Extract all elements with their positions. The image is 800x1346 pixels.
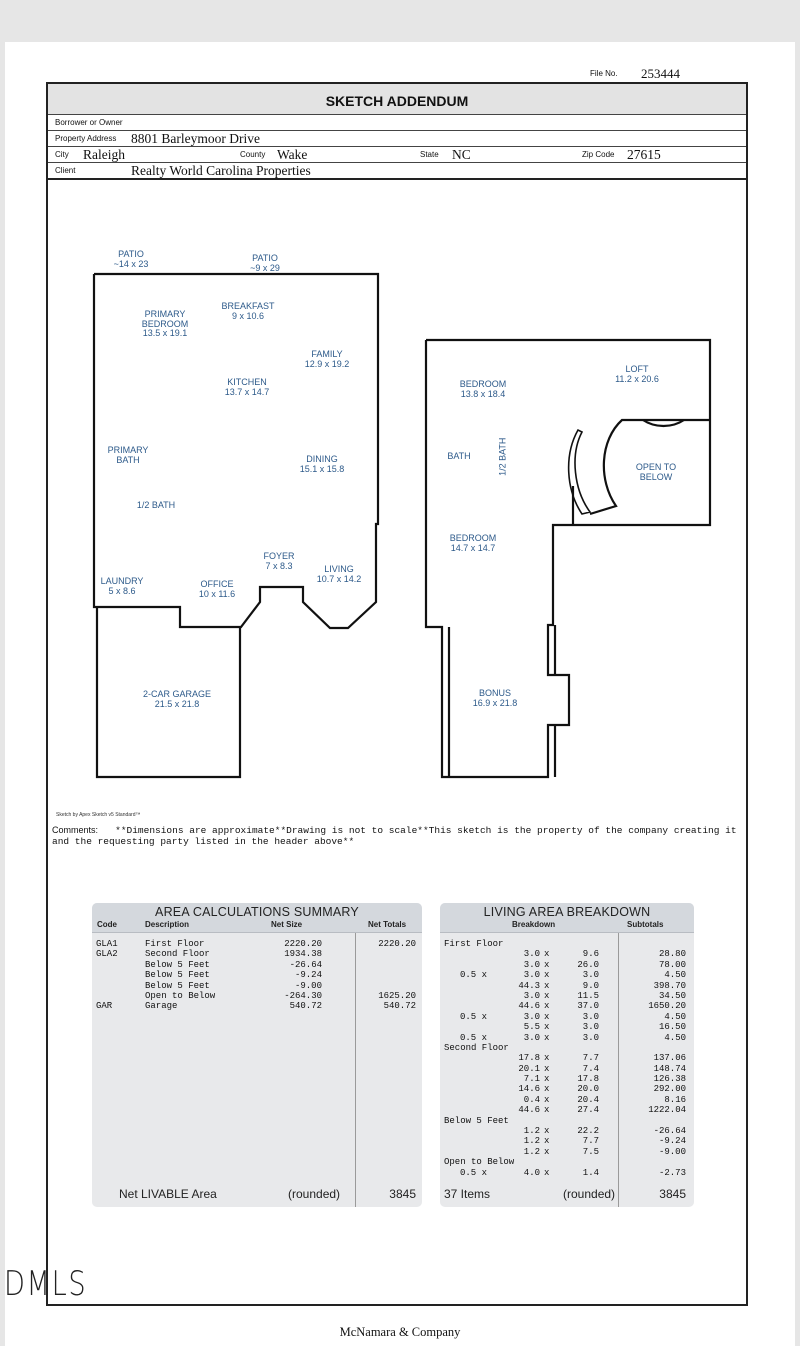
dim-a: 44.3 xyxy=(518,980,540,991)
dim-b: 7.7 xyxy=(582,1136,599,1147)
subtotal: 34.50 xyxy=(658,990,686,1001)
times-sign: x xyxy=(544,1063,550,1074)
factor: 0.5 x xyxy=(460,1011,488,1022)
room-dimensions: 7 x 8.3 xyxy=(265,560,293,571)
area-row xyxy=(92,939,422,949)
breakdown-row xyxy=(440,1033,694,1043)
dim-b: 9.6 xyxy=(582,949,599,960)
dim-b: 7.5 xyxy=(582,1146,599,1157)
dim-a: 3.0 xyxy=(523,949,540,960)
col-breakdown: Breakdown xyxy=(512,920,556,929)
breakdown-row xyxy=(440,1053,694,1063)
room-label xyxy=(225,378,270,397)
room-dimensions: 11.2 x 20.6 xyxy=(615,373,659,384)
times-sign: x xyxy=(544,970,550,981)
room-dimensions: 10 x 11.6 xyxy=(198,588,236,599)
footer-company: McNamara & Company xyxy=(339,1325,461,1339)
state-value: NC xyxy=(452,147,471,162)
dim-a: 7.1 xyxy=(523,1074,540,1085)
subtotal: -9.24 xyxy=(658,1136,686,1147)
section-label: Open to Below xyxy=(444,1157,515,1168)
room-name: OPEN TO BELOW xyxy=(635,462,677,482)
subtotal: -9.00 xyxy=(658,1146,686,1157)
file-no-label: File No. xyxy=(590,69,618,78)
dim-a: 1.2 xyxy=(523,1136,540,1147)
sketch-credit: Sketch by Apex Sketch v5 Standard™ xyxy=(56,812,141,818)
room-label xyxy=(317,565,362,584)
times-sign: x xyxy=(544,1022,550,1033)
times-sign: x xyxy=(544,1105,550,1116)
dim-a: 1.2 xyxy=(523,1146,540,1157)
room-name: FAMILY xyxy=(311,349,343,359)
times-sign: x xyxy=(544,1084,550,1095)
room-name: DINING xyxy=(306,454,338,464)
room-name: PATIO xyxy=(252,253,278,263)
breakdown-row xyxy=(440,949,694,959)
room-label xyxy=(199,580,235,599)
room-label xyxy=(221,302,274,321)
subtotal: -2.73 xyxy=(658,1167,686,1178)
page-title: SKETCH ADDENDUM xyxy=(48,84,746,115)
room-label xyxy=(498,438,508,476)
living-area-breakdown xyxy=(440,903,694,1207)
area-net-total: 1625.20 xyxy=(378,990,416,1001)
subtotal: 28.80 xyxy=(658,949,686,960)
room-label xyxy=(305,350,350,369)
breakdown-row xyxy=(440,1001,694,1011)
room-dimensions: 14.7 x 14.7 xyxy=(450,542,496,553)
room-name: KITCHEN xyxy=(227,377,267,387)
subtotal: -26.64 xyxy=(653,1126,686,1137)
room-dimensions: 10.7 x 14.2 xyxy=(316,573,362,584)
times-sign: x xyxy=(544,1053,550,1064)
area-code: GLA2 xyxy=(96,949,118,960)
times-sign: x xyxy=(544,949,550,960)
comments-label: Comments: xyxy=(52,825,99,835)
area-summary-title: AREA CALCULATIONS SUMMARY xyxy=(155,905,359,919)
section-label: Second Floor xyxy=(444,1042,509,1053)
dim-a: 20.1 xyxy=(518,1063,540,1074)
dim-b: 3.0 xyxy=(582,970,599,981)
breakdown-row xyxy=(440,1064,694,1074)
breakdown-row xyxy=(440,970,694,980)
col-subtotals: Subtotals xyxy=(627,920,664,929)
room-label xyxy=(300,455,345,474)
area-net-total: 2220.20 xyxy=(378,939,416,949)
times-sign: x xyxy=(544,1167,550,1178)
client-value: Realty World Carolina Properties xyxy=(131,163,311,178)
subtotal: 78.00 xyxy=(658,959,686,970)
breakdown-row xyxy=(440,1136,694,1146)
area-row xyxy=(92,949,422,959)
breakdown-title: LIVING AREA BREAKDOWN xyxy=(483,905,651,919)
factor: 0.5 x xyxy=(460,970,488,981)
property-address-label: Property Address xyxy=(55,134,117,143)
room-label xyxy=(636,463,676,482)
dim-b: 11.5 xyxy=(577,990,599,1001)
area-row xyxy=(92,991,422,1001)
city-label: City xyxy=(55,150,69,159)
room-dimensions: 13.7 x 14.7 xyxy=(224,386,270,397)
room-label xyxy=(108,446,149,465)
dim-b: 22.2 xyxy=(577,1126,599,1137)
breakdown-section xyxy=(440,1043,694,1053)
room-label xyxy=(473,689,518,708)
breakdown-row xyxy=(440,1147,694,1157)
col-description: Description xyxy=(145,920,190,929)
section-label: First Floor xyxy=(444,939,504,949)
net-livable-value: 3845 xyxy=(389,1187,416,1201)
room-name: 1/2 BATH xyxy=(136,500,176,510)
room-name: 2-CAR GARAGE xyxy=(142,689,212,699)
col-code: Code xyxy=(97,920,117,929)
times-sign: x xyxy=(544,1001,550,1012)
zip-value: 27615 xyxy=(627,147,661,162)
subtotal: 16.50 xyxy=(658,1022,686,1033)
times-sign: x xyxy=(544,1136,550,1147)
area-row xyxy=(92,981,422,991)
breakdown-rounded: (rounded) xyxy=(563,1187,616,1201)
room-name: LAUNDRY xyxy=(100,576,144,586)
county-value: Wake xyxy=(277,147,308,162)
area-row xyxy=(92,960,422,970)
room-label xyxy=(250,254,280,273)
second-floor-outline xyxy=(426,340,710,777)
breakdown-row xyxy=(440,1095,694,1105)
breakdown-row xyxy=(440,960,694,970)
area-net-total: 540.72 xyxy=(383,1001,416,1012)
area-description: Garage xyxy=(145,1001,178,1012)
area-net-size: -264.30 xyxy=(284,990,322,1001)
room-dimensions: 13.5 x 19.1 xyxy=(142,328,188,338)
room-label xyxy=(263,552,294,571)
dim-b: 3.0 xyxy=(582,1011,599,1022)
breakdown-rows xyxy=(440,939,694,1178)
staircase-curve xyxy=(569,430,590,514)
times-sign: x xyxy=(544,1011,550,1022)
dim-b: 7.4 xyxy=(582,1063,599,1074)
area-summary-rows xyxy=(92,939,422,1012)
room-name: PATIO xyxy=(118,249,144,259)
breakdown-header xyxy=(440,903,694,933)
room-dimensions: 5 x 8.6 xyxy=(108,585,136,596)
dim-a: 3.0 xyxy=(523,990,540,1001)
room-dimensions: ~9 x 29 xyxy=(250,262,280,273)
col-net-size: Net Size xyxy=(271,920,303,929)
subtotal: 126.38 xyxy=(653,1074,686,1085)
times-sign: x xyxy=(544,1074,550,1085)
area-calculations-summary xyxy=(92,903,422,1207)
file-no-value: 253444 xyxy=(641,66,680,81)
subtotal: 148.74 xyxy=(653,1063,686,1074)
col-net-totals: Net Totals xyxy=(368,920,407,929)
dim-b: 20.4 xyxy=(577,1094,599,1105)
area-description: Second Floor xyxy=(145,949,210,960)
area-summary-columns xyxy=(92,919,422,932)
zip-label: Zip Code xyxy=(582,150,615,159)
room-dimensions: 13.8 x 18.4 xyxy=(460,388,506,399)
dim-a: 0.4 xyxy=(523,1094,540,1105)
county-label: County xyxy=(240,150,266,159)
area-row xyxy=(92,970,422,980)
dim-b: 17.8 xyxy=(577,1074,599,1085)
items-count: 37 Items xyxy=(444,1187,491,1201)
subtotal: 398.70 xyxy=(653,980,686,991)
subtotal: 137.06 xyxy=(653,1053,686,1064)
dim-a: 5.5 xyxy=(523,1022,540,1033)
state-label: State xyxy=(420,150,439,159)
area-net-size: -9.24 xyxy=(294,970,322,981)
property-address-value: 8801 Barleymoor Drive xyxy=(131,131,260,146)
area-description: Below 5 Feet xyxy=(145,970,210,981)
breakdown-row xyxy=(440,1084,694,1094)
breakdown-row xyxy=(440,1126,694,1136)
dim-b: 3.0 xyxy=(582,1032,599,1043)
net-livable-rounded: (rounded) xyxy=(288,1187,341,1201)
section-label: Below 5 Feet xyxy=(444,1115,509,1126)
breakdown-row xyxy=(440,1074,694,1084)
room-label xyxy=(460,380,507,399)
breakdown-section xyxy=(440,1116,694,1126)
dim-a: 3.0 xyxy=(523,959,540,970)
borrower-label: Borrower or Owner xyxy=(55,118,123,127)
breakdown-row xyxy=(440,981,694,991)
dim-a: 4.0 xyxy=(523,1167,540,1178)
room-label xyxy=(450,534,497,553)
room-dimensions: 16.9 x 21.8 xyxy=(472,697,518,708)
area-description: Below 5 Feet xyxy=(145,959,210,970)
breakdown-total: 3845 xyxy=(659,1187,686,1201)
room-name: LOFT xyxy=(625,364,649,374)
room-label xyxy=(447,452,470,462)
factor: 0.5 x xyxy=(460,1032,488,1043)
area-net-size: 1934.38 xyxy=(284,949,322,960)
room-name: BATH xyxy=(447,451,471,461)
times-sign: x xyxy=(544,959,550,970)
room-label xyxy=(615,365,659,384)
area-net-size: -9.00 xyxy=(294,980,322,991)
breakdown-section xyxy=(440,1157,694,1167)
comments-text: **Dimensions are approximate**Drawing is not to scale**This sketch is the property of the company creating it and the requesting party listed in the header above** xyxy=(52,825,737,847)
breakdown-columns xyxy=(440,919,694,932)
city-value: Raleigh xyxy=(83,147,125,162)
room-dimensions: ~14 x 23 xyxy=(113,258,149,269)
dim-a: 3.0 xyxy=(523,1011,540,1022)
subtotal: 4.50 xyxy=(664,1011,686,1022)
breakdown-row xyxy=(440,991,694,1001)
room-name: BEDROOM xyxy=(459,379,507,389)
room-dimensions: 9 x 10.6 xyxy=(231,310,265,321)
breakdown-row xyxy=(440,1022,694,1032)
area-row xyxy=(92,1001,422,1011)
dim-a: 14.6 xyxy=(518,1084,540,1095)
factor: 0.5 x xyxy=(460,1167,488,1178)
area-description: First Floor xyxy=(145,939,205,949)
times-sign: x xyxy=(544,990,550,1001)
times-sign: x xyxy=(544,980,550,991)
times-sign: x xyxy=(544,1032,550,1043)
area-code: GAR xyxy=(96,1001,113,1012)
room-dimensions: 15.1 x 15.8 xyxy=(299,463,345,474)
dim-a: 44.6 xyxy=(518,1105,540,1116)
dim-a: 17.8 xyxy=(518,1053,540,1064)
dim-b: 20.0 xyxy=(577,1084,599,1095)
breakdown-row xyxy=(440,1105,694,1115)
room-label xyxy=(101,577,144,596)
breakdown-row xyxy=(440,1012,694,1022)
times-sign: x xyxy=(544,1094,550,1105)
room-label xyxy=(143,690,211,709)
area-description: Open to Below xyxy=(145,990,216,1001)
area-net-size: 2220.20 xyxy=(284,939,322,949)
subtotal: 4.50 xyxy=(664,970,686,981)
room-dimensions: 12.9 x 19.2 xyxy=(304,358,350,369)
room-label xyxy=(137,501,175,511)
dim-b: 26.0 xyxy=(577,959,599,970)
client-label: Client xyxy=(55,166,76,175)
dim-a: 1.2 xyxy=(523,1126,540,1137)
comments xyxy=(52,825,742,847)
subtotal: 292.00 xyxy=(653,1084,686,1095)
times-sign: x xyxy=(544,1126,550,1137)
room-name: LIVING xyxy=(324,564,354,574)
subtotal: 1222.04 xyxy=(648,1105,686,1116)
room-dimensions: 21.5 x 21.8 xyxy=(154,698,200,709)
times-sign: x xyxy=(544,1146,550,1157)
dmls-watermark: DMLS xyxy=(4,1264,88,1304)
room-label xyxy=(114,250,149,269)
dim-b: 27.4 xyxy=(577,1105,599,1116)
area-summary-header xyxy=(92,903,422,933)
dim-a: 3.0 xyxy=(523,1032,540,1043)
area-net-size: -26.64 xyxy=(289,959,322,970)
room-name: PRIMARY BEDROOM xyxy=(141,309,189,329)
subtotal: 4.50 xyxy=(664,1032,686,1043)
area-code: GLA1 xyxy=(96,939,118,949)
dim-b: 7.7 xyxy=(582,1053,599,1064)
room-name: BREAKFAST xyxy=(221,301,275,311)
room-name: BEDROOM xyxy=(449,533,497,543)
subtotal: 1650.20 xyxy=(648,1001,686,1012)
room-name: FOYER xyxy=(263,551,295,561)
dim-b: 3.0 xyxy=(582,1022,599,1033)
dim-b: 37.0 xyxy=(577,1001,599,1012)
room-label xyxy=(142,310,189,339)
dim-a: 3.0 xyxy=(523,970,540,981)
room-name: 1/2 BATH xyxy=(497,437,508,476)
room-name: PRIMARY BATH xyxy=(107,445,149,465)
breakdown-section xyxy=(440,939,694,949)
dim-a: 44.6 xyxy=(518,1001,540,1012)
area-net-size: 540.72 xyxy=(289,1001,322,1012)
dim-b: 9.0 xyxy=(582,980,599,991)
room-name: OFFICE xyxy=(200,579,234,589)
area-description: Below 5 Feet xyxy=(145,980,210,991)
net-livable-label: Net LIVABLE Area xyxy=(119,1187,217,1201)
room-name: BONUS xyxy=(478,688,512,698)
subtotal: 8.16 xyxy=(664,1094,686,1105)
breakdown-row xyxy=(440,1168,694,1178)
dim-b: 1.4 xyxy=(582,1167,599,1178)
